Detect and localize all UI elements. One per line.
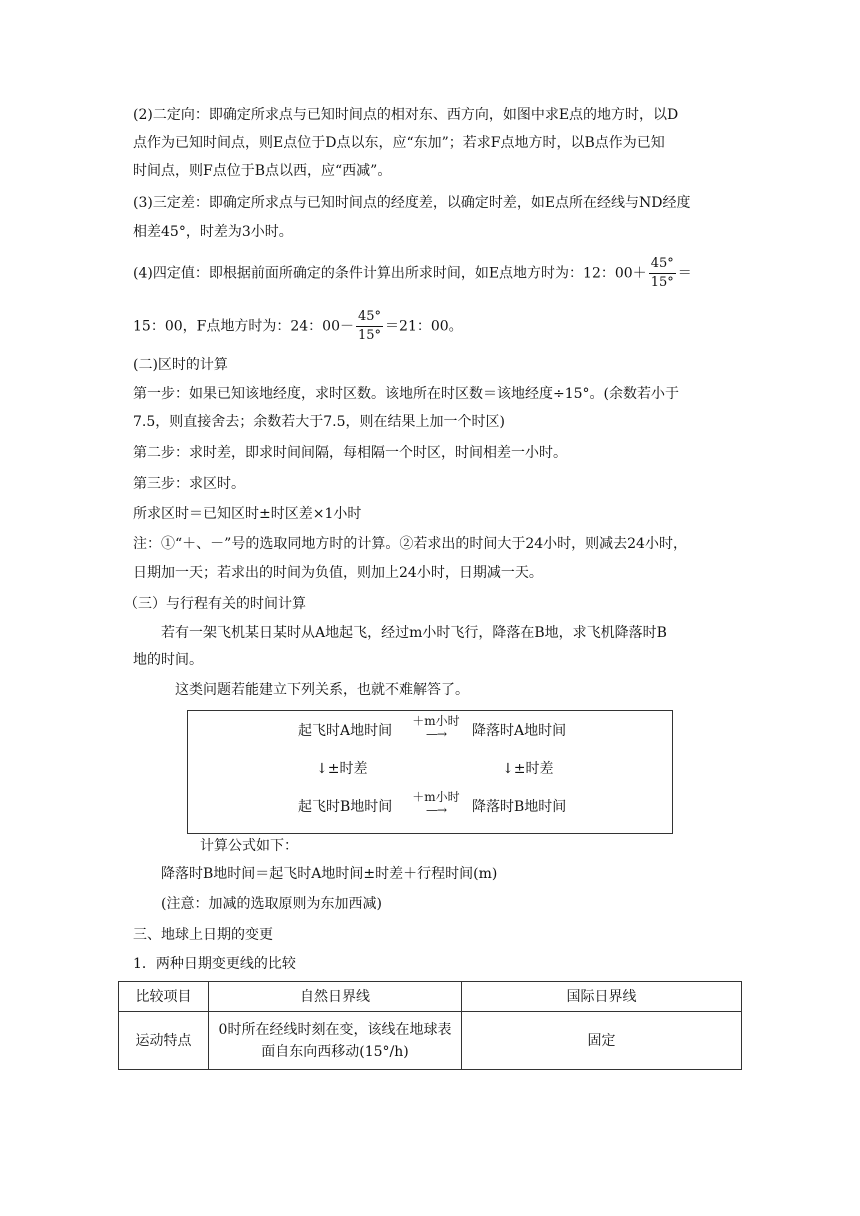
table-cell-international: 固定 [462,1012,742,1070]
para-4-line-1 [133,255,692,292]
zone-time-formula: 所求区时＝已知区时±时区差×1小时 [133,506,362,522]
right-arrow-icon: —→ [425,803,447,817]
flight-time-diagram [187,710,673,834]
formula-label: 计算公式如下： [200,838,298,854]
table-header-cell: 比较项目 [119,982,209,1012]
takeoff-b-time: 起飞时B地时间 [298,799,393,815]
arrow-label-bottom: ＋m小时 [412,790,460,804]
fraction-2 [356,308,383,345]
table-row [119,1012,742,1070]
para-4-tail-2: ＝21：00。 [385,318,463,335]
para-4-text-2: 15：00，F点地方时为：24：00－ [133,318,354,335]
fraction-1 [649,255,676,292]
flight-para-line-2: 地的时间。 [133,652,203,668]
time-diff-right: ↓±时差 [502,761,554,777]
takeoff-a-time: 起飞时A地时间 [298,723,393,739]
east-west-note: (注意：加减的选取原则为东加西减) [161,896,382,912]
para-2-line-3: 时间点，则F点位于B点以西，应“西减”。 [133,163,392,179]
arrow-plus-m-hours-bottom [411,791,461,817]
para-3-line-1: (3)三定差：即确定所求点与已知时间点的经度差，以确定时差，如E点所在经线与ND经度 [133,195,691,211]
landing-formula: 降落时B地时间＝起飞时A地时间±时差＋行程时间(m) [161,866,498,882]
table-header-cell: 国际日界线 [462,982,742,1012]
step-3: 第三步：求区时。 [133,476,245,492]
para-2-line-2: 点作为已知时间点，则E点位于D点以东，应“东加”；若求F点地方时，以B点作为已知 [133,135,665,151]
table-cell-label: 运动特点 [119,1012,209,1070]
landing-b-time: 降落时B地时间 [472,799,567,815]
arrow-label-top: ＋m小时 [412,714,460,728]
para-3-line-2: 相差45°，时差为3小时。 [133,224,293,240]
fraction-2-denominator: 15° [357,328,382,343]
table-header-row [119,982,742,1012]
flight-intro: 这类问题若能建立下列关系，也就不难解答了。 [175,682,469,698]
date-line-comparison-table [118,981,742,1070]
fraction-1-numerator: 45° [649,255,676,274]
para-4-line-2 [133,308,463,345]
note-line-1: 注：①“＋、－”号的选取同地方时的计算。②若求出的时间大于24小时，则减去24小时， [133,536,687,552]
section-4-subheading: 1．两种日期变更线的比较 [133,956,296,972]
arrow-plus-m-hours-top [411,715,461,741]
table-cell-natural: 0时所在经线时刻在变，该线在地球表面自东向西移动(15°/h) [209,1012,462,1070]
step-1-line-2: 7.5，则直接舍去；余数若大于7.5，则在结果上加一个时区) [133,414,505,430]
right-arrow-icon: —→ [425,727,447,741]
para-4-text-1: (4)四定值：即根据前面所确定的条件计算出所求时间，如E点地方时为：12：00＋ [133,265,647,282]
time-diff-left: ↓±时差 [316,761,368,777]
flight-para-line-1: 若有一架飞机某日某时从A地起飞，经过m小时飞行，降落在B地，求飞机降落时B [161,625,667,641]
section-3-heading: （三）与行程有关的时间计算 [124,596,306,612]
step-2: 第二步：求时差，即求时间间隔，每相隔一个时区，时间相差一小时。 [133,445,567,461]
para-4-tail-1: ＝ [677,265,692,282]
para-2-line-1: (2)二定向：即确定所求点与已知时间点的相对东、西方向，如图中求E点的地方时，以D [133,107,679,123]
step-1-line-1: 第一步：如果已知该地经度，求时区数。该地所在时区数＝该地经度÷15°。(余数若小于 [133,386,680,402]
landing-a-time: 降落时A地时间 [472,723,567,739]
note-line-2: 日期加一天；若求出的时间为负值，则加上24小时，日期减一天。 [133,565,543,581]
table-header-cell: 自然日界线 [209,982,462,1012]
section-4-heading: 三、地球上日期的变更 [133,927,273,943]
fraction-1-denominator: 15° [650,275,674,290]
fraction-2-numerator: 45° [356,308,383,327]
section-2-heading: (二)区时的计算 [133,357,228,373]
